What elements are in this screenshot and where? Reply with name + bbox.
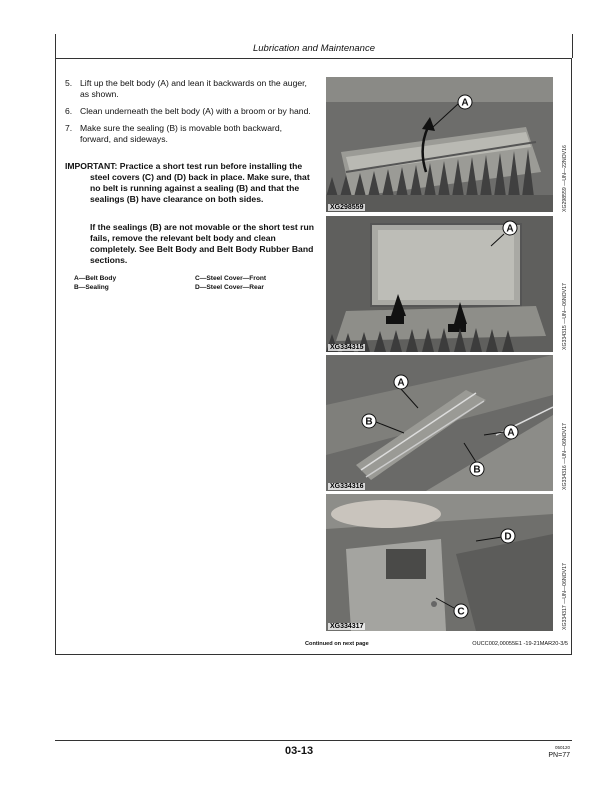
callout-a: A	[507, 427, 515, 439]
callout-b: B	[473, 464, 481, 476]
figure-side-code: XG334315 —UN—06NOV17	[562, 283, 568, 350]
figure-id: XG298559	[330, 204, 364, 211]
callout-d: D	[504, 531, 512, 543]
legend-item-b: B—Sealing	[74, 284, 109, 291]
continued-note: Continued on next page	[305, 641, 369, 647]
step-5	[65, 78, 315, 100]
step-number: 6.	[65, 106, 73, 116]
figure-side-code: XG334316 —UN—06NOV17	[562, 423, 568, 490]
step-number: 7.	[65, 123, 73, 133]
figure-id: XG334317	[330, 623, 364, 630]
procedure-steps	[65, 78, 315, 151]
photo-belt-body-lifted	[326, 77, 553, 212]
figure-side-code: XG298559 —UN—22NOV16	[562, 145, 568, 212]
callout-a: A	[461, 97, 469, 109]
important-note	[65, 161, 315, 205]
legend-item-c: C—Steel Cover—Front	[195, 275, 267, 282]
step-text: Make sure the sealing (B) is movable both backward, forward, and sideways.	[80, 123, 283, 144]
callout-c: C	[457, 606, 465, 618]
document-reference: OUCC002,00055E1 -19-21MAR20-3/5	[472, 641, 568, 647]
callout-a: A	[506, 223, 514, 235]
legend-item-d: D—Steel Cover—Rear	[195, 284, 264, 291]
figure-id: XG334316	[330, 483, 364, 490]
step-text: Clean underneath the belt body (A) with a broom or by hand.	[80, 106, 311, 116]
date-code: 050120	[554, 745, 570, 750]
figure-side-code: XG334317 —UN—06NOV17	[562, 563, 568, 630]
important-lead: IMPORTANT: Practice a short test run before installing the steel covers (C) and (D) back in place. Make sure, that no belt is running against a sealing (B) and that the sealings (B) have clearance on both sides.	[65, 161, 310, 204]
section-title: Lubrication and Maintenance	[252, 43, 375, 54]
photo-sealing-detail	[326, 355, 553, 491]
important-followup: If the sealings (B) are not movable or the short test run fails, remove the relevant belt body and clean completely. See Belt Body and Belt Body Rubber Band sections.	[90, 222, 314, 265]
figure-id: XG334315	[330, 344, 364, 351]
photo-belt-body-upright	[326, 216, 553, 352]
callout-b: B	[365, 416, 373, 428]
photo-steel-covers	[326, 494, 553, 631]
callout-a: A	[397, 377, 405, 389]
pn-number: PN=77	[548, 752, 570, 759]
legend-item-a: A—Belt Body	[74, 275, 117, 282]
step-7	[65, 123, 315, 145]
step-6	[65, 106, 315, 117]
step-number: 5.	[65, 78, 73, 88]
footer-rule	[55, 740, 572, 741]
page-number: 03-13	[285, 745, 314, 757]
step-text: Lift up the belt body (A) and lean it backwards on the auger, as shown.	[80, 78, 307, 99]
